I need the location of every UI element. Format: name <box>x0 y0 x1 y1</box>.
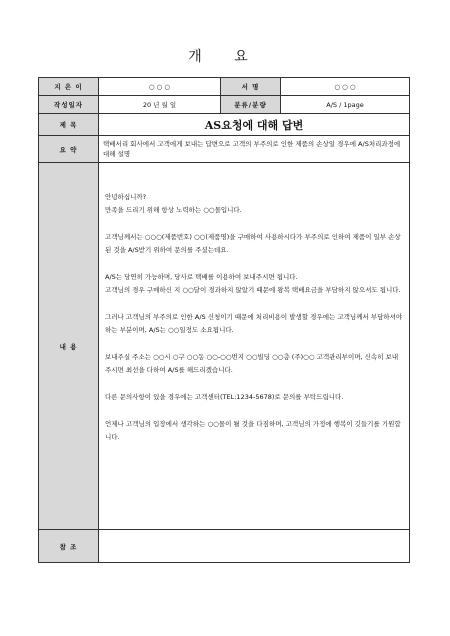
content-body <box>99 163 410 530</box>
content-row <box>39 163 410 530</box>
date-row <box>39 96 410 114</box>
reference-label: 참 조 <box>39 530 99 563</box>
author-row <box>39 78 410 96</box>
reference-value <box>99 530 410 563</box>
category-label: 분류/분량 <box>221 96 281 114</box>
signature-value: ○ ○ ○ <box>281 78 410 96</box>
subject-label: 제 목 <box>39 114 99 136</box>
author-label: 지 은 이 <box>39 78 99 96</box>
summary-value: 택배서리 회사에서 고객에게 보내는 답변으로 고객의 부주의로 인한 제품의 손상일 경우에 A/S처리과정에 대해 설명 <box>99 136 410 163</box>
subject-value: AS요청에 대해 답변 <box>204 118 304 132</box>
date-label: 작성일자 <box>39 96 99 114</box>
content-paragraph: 고객님께서는 ○○○(제품번호) ○○(제품명)을 구매하여 사용하시다가 부주의로 인하여 제품이 일부 손상된 것을 A/S받기 위하여 문의를 주셨는데요. <box>105 233 401 254</box>
content-paragraph: 안녕하십니까? 만족을 드리기 위해 항상 노력하는 ○○몰입니다. <box>105 193 242 214</box>
date-value: 20 년 월 일 <box>99 96 221 114</box>
content-paragraph: 보내주실 주소는 ○○시 ○구 ○○동 ○○-○○번지 ○○빌딩 ○○층 (주)○○ 고객관리부이며, 신속히 보내주시면 최선을 다하여 A/S를 해드리겠습니다. <box>105 353 399 374</box>
subject-row <box>39 114 410 136</box>
content-paragraph: A/S는 당연히 가능하며, 당사로 택배를 이용하여 보내주시면 됩니다. 고객님의 경우 구매하신 지 ○○달이 경과하지 않았기 때문에 왕복 택배요금을 부담하지 않으셔도 됩니다. <box>105 273 401 294</box>
content-paragraph: 언제나 고객님의 입장에서 생각하는 ○○몰이 될 것을 다짐하며, 고객님의 가정에 행복이 깃들기를 기원합니다. <box>105 420 401 441</box>
author-value: ○ ○ ○ <box>99 78 221 96</box>
content-paragraph: 다른 문의사항이 있을 경우에는 고객센터(TEL:1234-5678)로 문의를 부탁드립니다. <box>105 393 344 401</box>
summary-row <box>39 136 410 163</box>
content-label: 내 용 <box>39 163 99 530</box>
summary-form-table <box>38 77 410 563</box>
summary-label: 요 약 <box>39 136 99 163</box>
category-value: A/S / 1page <box>281 96 410 114</box>
content-paragraph: 그러나 고객님의 부주의로 인한 A/S 신청이기 때문에 처리비용이 발생할 경우에는 고객님께서 부담하셔야 하는 부분이며, A/S는 ○○일정도 소요됩니다. <box>105 313 403 334</box>
reference-row <box>39 530 410 563</box>
document-title: 개 요 <box>188 49 262 65</box>
signature-label: 서 명 <box>221 78 281 96</box>
